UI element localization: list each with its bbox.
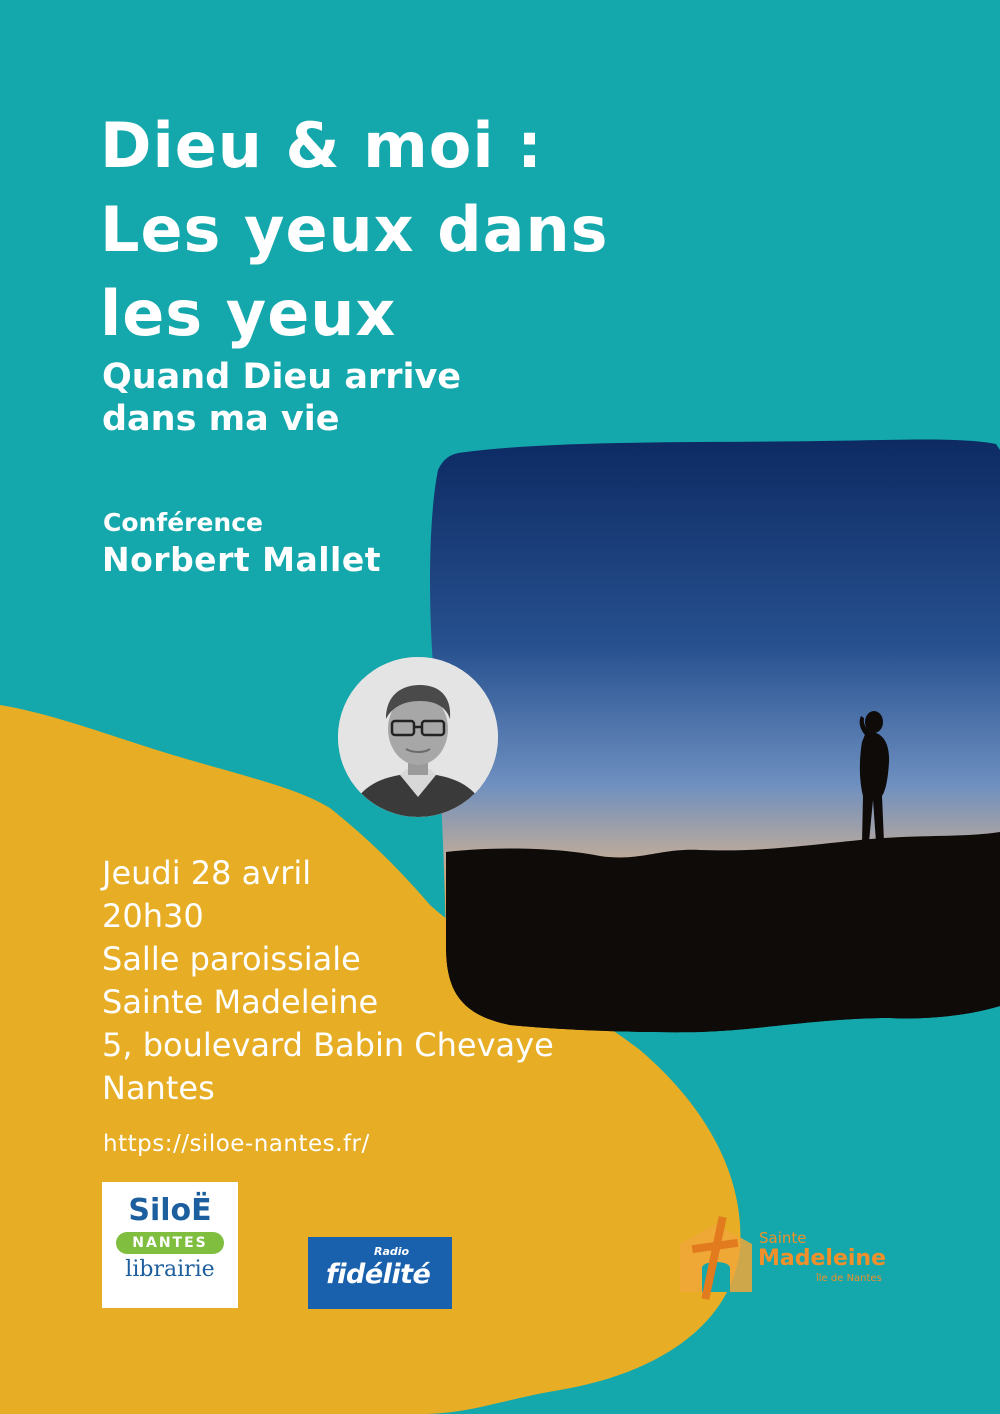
website-link[interactable]: https://siloe-nantes.fr/	[103, 1131, 370, 1157]
title-line-2: Les yeux dans	[100, 193, 609, 266]
event-time: 20h30	[102, 897, 204, 935]
event-details	[102, 852, 554, 1110]
speaker-portrait	[338, 657, 498, 817]
radio-logo-label: Radio	[374, 1245, 410, 1258]
subtitle-line-1: Quand Dieu arrive	[102, 357, 462, 397]
speaker-name: Norbert Mallet	[102, 540, 381, 579]
venue-city: Nantes	[102, 1069, 215, 1107]
venue-line-2: Sainte Madeleine	[102, 983, 379, 1021]
parish-logo-line-1: Sainte	[759, 1229, 807, 1247]
siloe-logo-name: SiloË	[128, 1193, 212, 1228]
radio-logo-name: fidélité	[326, 1259, 431, 1290]
event-title	[100, 104, 609, 356]
speaker-photo	[338, 657, 498, 817]
church-cross-icon	[676, 1214, 756, 1304]
siloe-logo-city: NANTES	[116, 1232, 224, 1254]
parish-logo-line-2: Madeleine	[758, 1246, 886, 1271]
radio-fidelite-logo	[308, 1237, 452, 1309]
venue-line-1: Salle paroissiale	[102, 940, 361, 978]
siloe-logo-subtitle: librairie	[125, 1257, 215, 1282]
title-line-1: Dieu & moi :	[100, 109, 543, 182]
event-date: Jeudi 28 avril	[102, 854, 312, 892]
conference-label: Conférence	[103, 508, 264, 537]
title-line-3: les yeux	[100, 277, 397, 350]
event-subtitle	[102, 356, 461, 440]
parish-logo-line-3: île de Nantes	[816, 1273, 882, 1284]
venue-address: 5, boulevard Babin Chevaye	[102, 1026, 554, 1064]
subtitle-line-2: dans ma vie	[102, 399, 340, 439]
sainte-madeleine-logo	[676, 1214, 906, 1314]
siloe-logo	[102, 1182, 238, 1308]
